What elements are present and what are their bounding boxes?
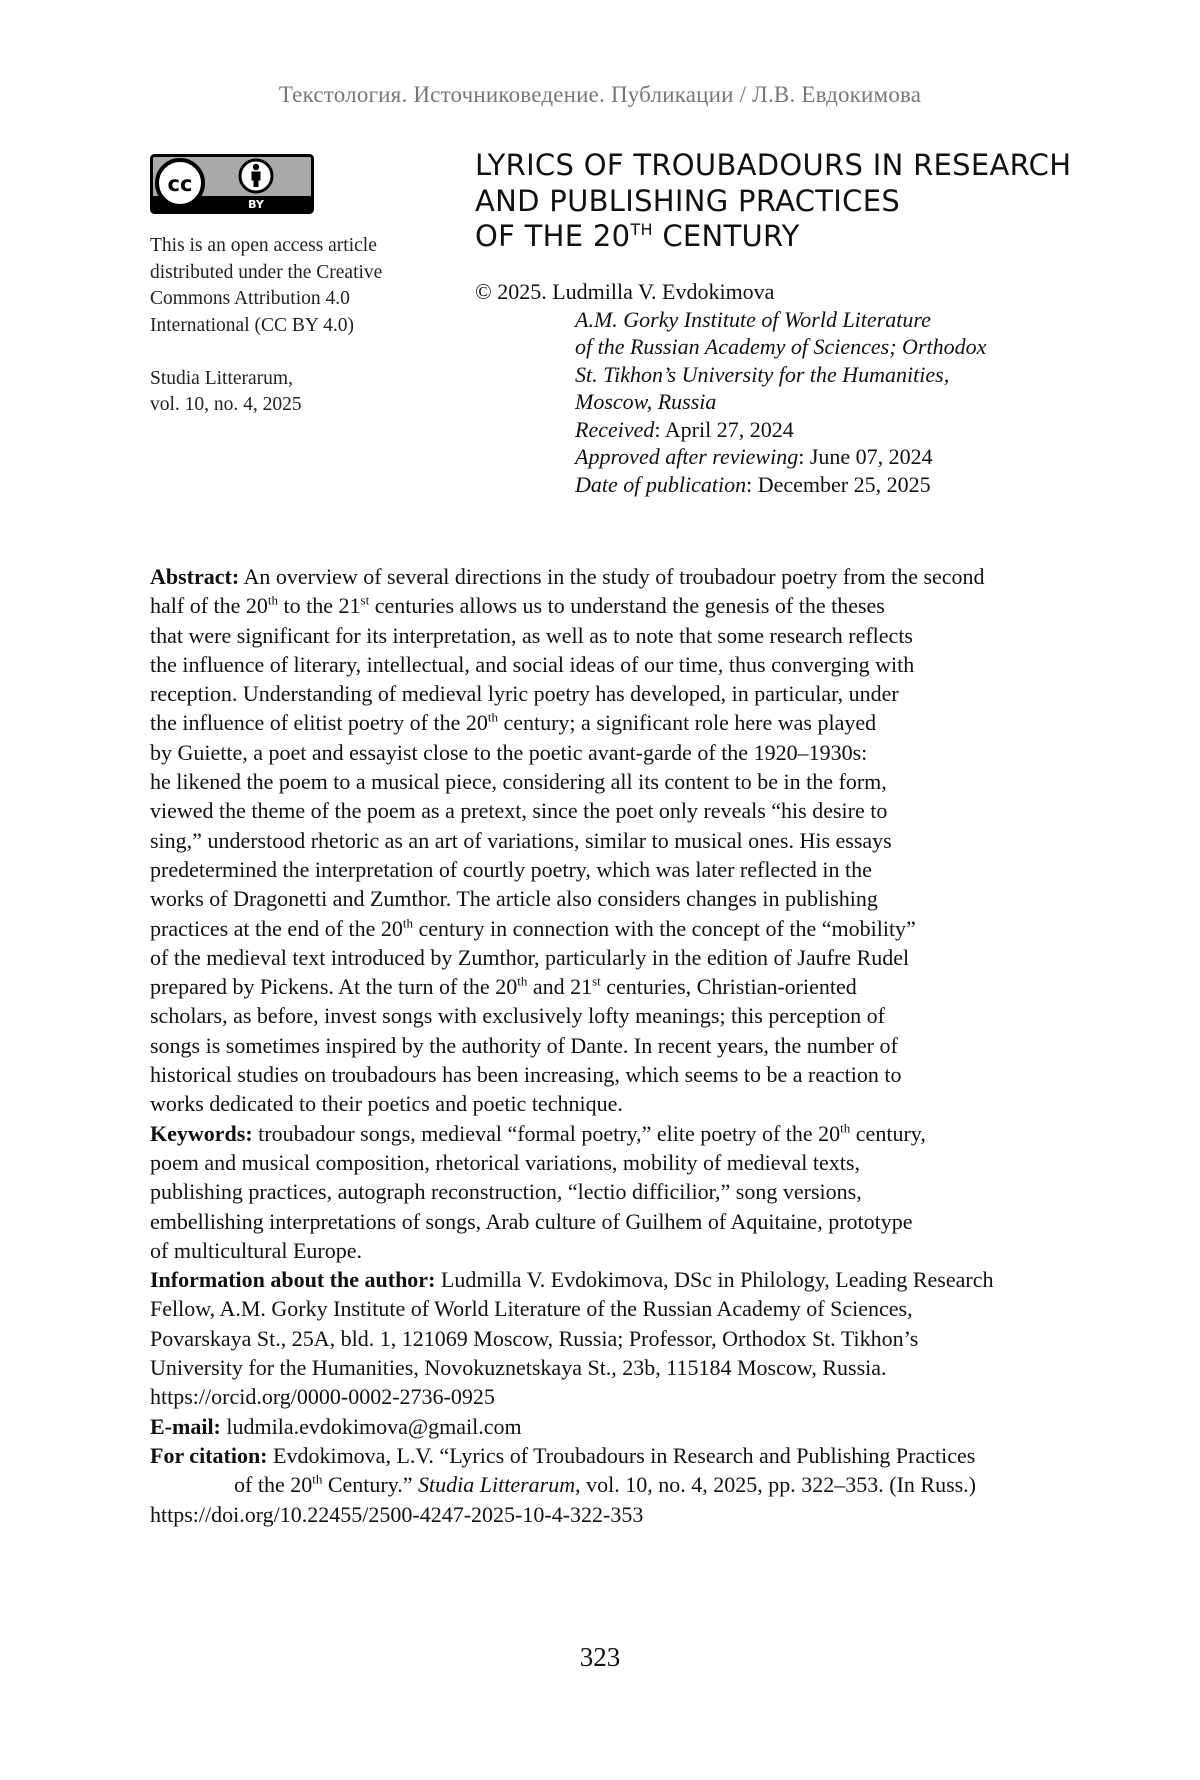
citation: [150, 1441, 1092, 1529]
abstract-line: songs is sometimes inspired by the authority of Dante. In recent years, the number of: [150, 1032, 898, 1058]
affiliation-line: A.M. Gorky Institute of World Literature: [575, 306, 931, 332]
abstract-line: An overview of several directions in the study of troubadour poetry from the second: [239, 564, 985, 589]
title-part: OF THE 20: [475, 219, 631, 253]
keywords-line: publishing practices, autograph reconstruction, “lectio difficilior,” song versions,: [150, 1179, 862, 1205]
article-header: [475, 148, 1115, 498]
title-superscript: TH: [630, 220, 653, 239]
author-info-line: University for the Humanities, Novokuznetskaya St., 23b, 115184 Moscow, Russia.: [150, 1355, 887, 1381]
email-label: E-mail:: [150, 1413, 221, 1439]
author-info-line: Fellow, A.M. Gorky Institute of World Literature of the Russian Academy of Sciences,: [150, 1296, 913, 1322]
abstract-line: he likened the poem to a musical piece, considering all its content to be in the form,: [150, 769, 887, 795]
keywords-line: poem and musical composition, rhetorical variations, mobility of medieval texts,: [150, 1149, 860, 1175]
abstract-line: sing,” understood rhetoric as an art of variations, similar to musical ones. His essays: [150, 827, 892, 853]
journal-info: [150, 366, 420, 419]
abstract-line: the influence of literary, intellectual, and social ideas of our time, thus converging with: [150, 651, 915, 677]
orcid-link[interactable]: https://orcid.org/0000-0002-2736-0925: [150, 1384, 495, 1410]
date-label: Received: [575, 416, 655, 442]
cc-label: cc: [167, 172, 193, 196]
date-value: : April 27, 2024: [654, 416, 794, 442]
doi-link[interactable]: https://doi.org/10.22455/2500-4247-2025-10-4-322-353: [150, 1501, 644, 1527]
author-info-label: Information about the author:: [150, 1267, 436, 1293]
license-line: distributed under the Creative: [150, 261, 383, 283]
abstract-line: scholars, as before, invest songs with exclusively lofty meanings; this perception of: [150, 1003, 886, 1029]
author-info: [150, 1265, 1092, 1411]
cc-by-license-icon: [150, 154, 314, 214]
abstract-line: prepared by Pickens. At the turn of the 20th and 21st centuries, Christian-oriented: [150, 973, 857, 1000]
abstract-line: by Guiette, a poet and essayist close to the poetic avant-garde of the 1920–1930s:: [150, 739, 868, 765]
abstract-line: the influence of elitist poetry of the 20th century; a significant role here was played: [150, 710, 877, 736]
keywords-line: embellishing interpretations of songs, Arab culture of Guilhem of Aquitaine, prototype: [150, 1208, 913, 1234]
abstract-line: half of the 20th to the 21st centuries allows us to understand the genesis of the theses: [150, 592, 885, 619]
abstract-line: works of Dragonetti and Zumthor. The article also considers changes in publishing: [150, 886, 878, 912]
by-label: BY: [248, 198, 264, 211]
date-label: Approved after reviewing: [575, 444, 799, 469]
email-address[interactable]: ludmila.evdokimova@gmail.com: [220, 1413, 522, 1439]
date-value: : December 25, 2025: [746, 471, 931, 497]
date-label: Date of publication: [575, 471, 747, 497]
author-line: © 2025. Ludmilla V. Evdokimova: [475, 278, 775, 304]
keywords-line: troubadour songs, medieval “formal poetry,” elite poetry of the 20th century,: [252, 1120, 926, 1146]
citation-line: , vol. 10, no. 4, 2025, pp. 322–353. (In Russ.): [575, 1472, 977, 1498]
abstract-line: that were significant for its interpretation, as well as to note that some research reflects: [150, 622, 913, 648]
page-number: 323: [579, 1642, 621, 1672]
author-info-line: Ludmilla V. Evdokimova, DSc in Philology, Leading Research: [435, 1267, 994, 1293]
affiliation-line: of the Russian Academy of Sciences; Orthodox: [575, 334, 987, 359]
citation-line: of the 20th Century.”: [234, 1471, 419, 1498]
citation-journal: Studia Litterarum: [418, 1472, 576, 1498]
citation-line: Evdokimova, L.V. “Lyrics of Troubadours in Research and Publishing Practices: [267, 1442, 976, 1468]
journal-line: Studia Litterarum,: [150, 367, 293, 389]
affiliation-line: St. Tikhon’s University for the Humanities,: [575, 361, 950, 387]
license-line: International (CC BY 4.0): [150, 314, 354, 336]
abstract-line: works dedicated to their poetics and poetic technique.: [150, 1091, 623, 1117]
citation-label: For citation:: [150, 1442, 268, 1468]
article-title: [475, 148, 1115, 255]
article-metadata: [150, 562, 1092, 1529]
keywords-line: of multicultural Europe.: [150, 1237, 362, 1263]
date-approved: [575, 443, 1115, 471]
date-value: : June 07, 2024: [798, 444, 933, 469]
abstract-line: reception. Understanding of medieval lyric poetry has developed, in particular, under: [150, 681, 899, 707]
title-line: [475, 219, 1115, 255]
abstract-line: of the medieval text introduced by Zumthor, particularly in the edition of Jaufre Rudel: [150, 944, 910, 970]
date-published: [575, 471, 1115, 499]
abstract: [150, 562, 1092, 1119]
email: [150, 1412, 1092, 1441]
abstract-line: practices at the end of the 20th century in connection with the concept of the “mobility”: [150, 915, 916, 941]
license-line: This is an open access article: [150, 235, 377, 256]
abstract-line: viewed the theme of the poem as a pretext, since the poet only reveals “his desire to: [150, 798, 888, 824]
author-info-line: Povarskaya St., 25A, bld. 1, 121069 Moscow, Russia; Professor, Orthodox St. Tikhon’s: [150, 1325, 919, 1351]
title-line: LYRICS OF TROUBADOURS IN RESEARCH: [475, 148, 1072, 182]
date-received: [575, 416, 1115, 444]
author-affiliation: [575, 306, 1115, 499]
abstract-label: Abstract:: [150, 564, 240, 589]
abstract-line: predetermined the interpretation of courtly poetry, which was later reflected in the: [150, 856, 872, 882]
title-line: AND PUBLISHING PRACTICES: [475, 183, 901, 218]
keywords-label: Keywords:: [150, 1120, 253, 1146]
abstract-line: historical studies on troubadours has been increasing, which seems to be a reaction to: [150, 1062, 902, 1088]
running-head: Текстология. Источниковедение. Публикации / Л.В. Евдокимова: [278, 82, 922, 107]
keywords: [150, 1119, 1092, 1265]
license-line: Commons Attribution 4.0: [150, 288, 350, 309]
journal-line: vol. 10, no. 4, 2025: [150, 394, 302, 415]
title-part: CENTURY: [652, 219, 800, 253]
license-note: [150, 233, 420, 419]
affiliation-line: Moscow, Russia: [575, 389, 717, 414]
